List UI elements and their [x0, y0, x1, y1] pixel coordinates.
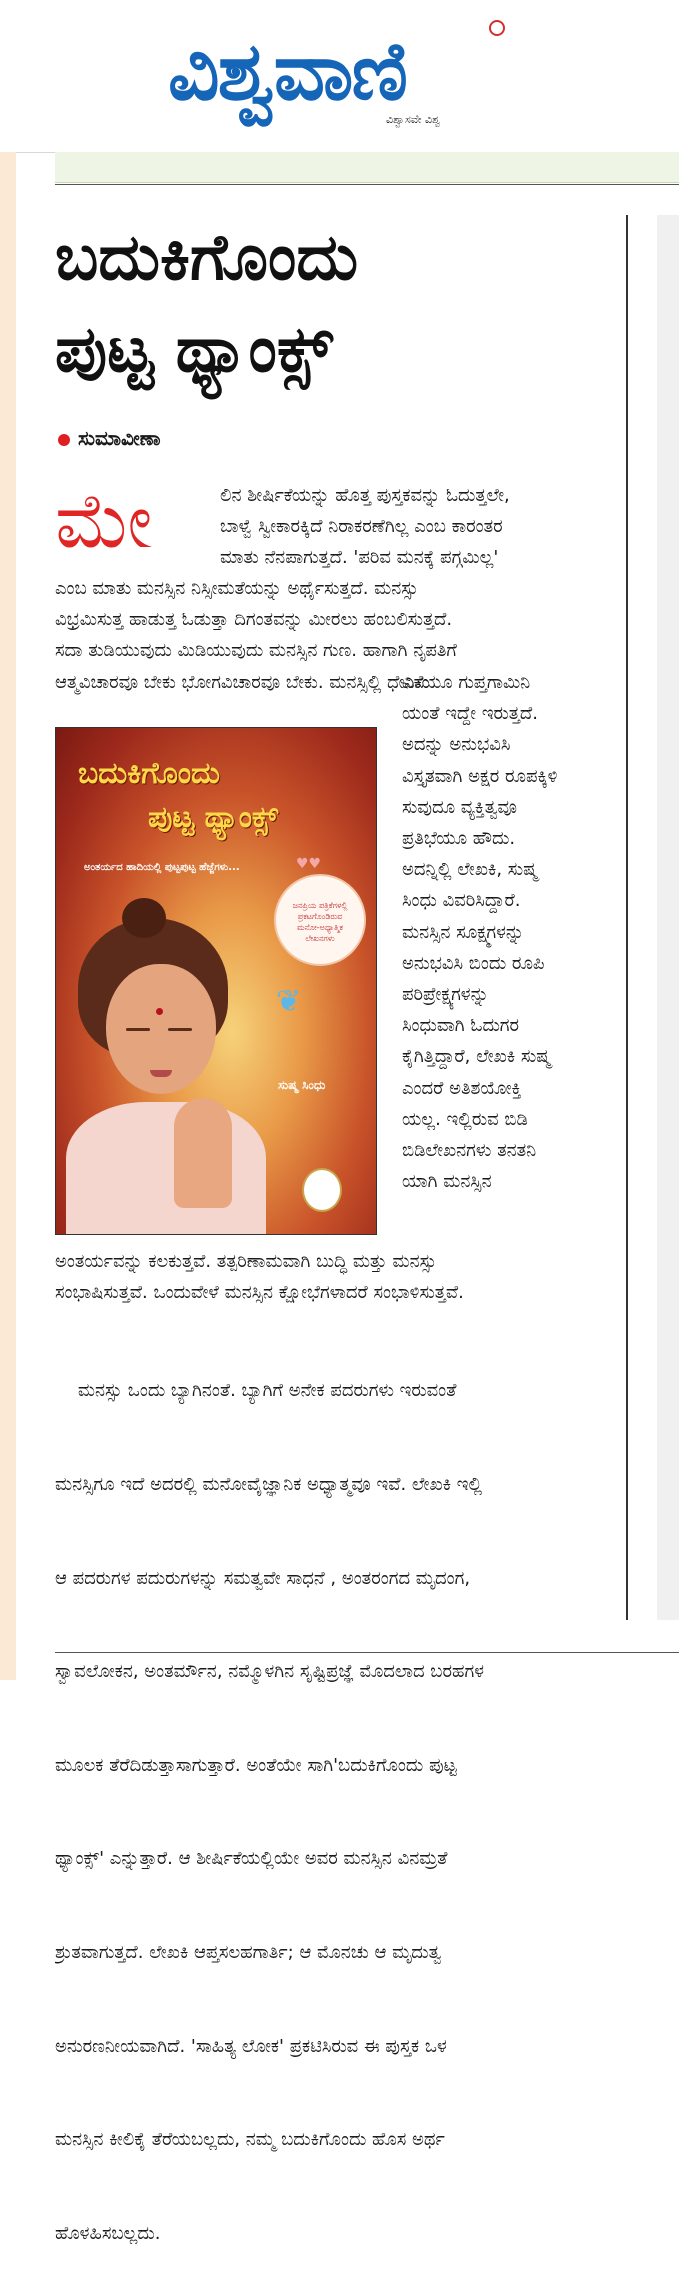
- cover-title-line-1: ಬದುಕಿಗೊಂದು: [78, 756, 221, 791]
- child-hair-bun: [122, 898, 166, 938]
- left-margin-strip: [0, 152, 16, 1680]
- cover-title: [78, 752, 368, 840]
- cover-badge: [274, 874, 366, 966]
- text-line: ವಿಭ್ರಮಿಸುತ್ತ ಹಾಡುತ್ತ ಓಡುತ್ತಾ ದಿಗಂತವನ್ನು ಮೀರಲು ಹಂಬಲಿಸುತ್ತದೆ.: [55, 609, 453, 631]
- child-eye-right: [168, 1028, 192, 1031]
- paragraph-2: [55, 1246, 625, 1308]
- text-line: ಸುವುದೂ ವ್ಯಕ್ತಿತ್ವವೂ: [402, 796, 517, 818]
- child-body: [66, 1102, 266, 1235]
- text-line: ಕೈಗಿತ್ತಿದ್ದಾರೆ, ಲೇಖಕಿ ಸುಷ್ಮ: [402, 1046, 551, 1068]
- cover-subtitle: ಅಂತರ್ಯದ ಹಾದಿಯಲ್ಲಿ ಪುಟ್ಟಪುಟ್ಟ ಹೆಜ್ಜೆಗಳು...: [84, 862, 240, 873]
- paragraph-wrap-column: [402, 667, 617, 1197]
- text-line: ಸದಾ ತುಡಿಯುವುದು ಮಿಡಿಯುವುದು ಮನಸ್ಸಿನ ಗುಣ. ಹಾಗಾಗಿ ನೃಪತಿಗೆ: [55, 640, 457, 662]
- text-line: ಎಂದರೆ ಅತಿಶಯೋಕ್ತಿ: [402, 1077, 522, 1099]
- child-mouth: [150, 1070, 172, 1077]
- badge-line: ಪ್ರಕಟಗೊಂಡಿರುವ: [297, 912, 343, 921]
- badge-line: ಜನಪ್ರಿಯ ಪತ್ರಿಕೆಗಳಲ್ಲಿ: [292, 901, 348, 910]
- newspaper-logo: ವಿಶ್ವವಾಣಿ: [168, 25, 406, 118]
- headline: [55, 212, 615, 396]
- text-line: ಆತ್ಮವಿಚಾರವೂ ಬೇಕು ಭೋಗವಿಚಾರವೂ ಬೇಕು. ಮನಸ್ಸಿಲ್ಲಿ ಧೇನಿಸು: [55, 671, 430, 693]
- child-eye-left: [126, 1028, 150, 1031]
- text-line: ಅಂತರ್ಯವನ್ನು ಕಲಕುತ್ತವೆ. ತತ್ಪರಿಣಾಮವಾಗಿ ಬುದ್ಧಿ ಮತ್ತು ಮನಸ್ಸು: [55, 1251, 437, 1272]
- text-line: ಆ ಪದರುಗಳ ಪದುರುಗಳನ್ನು ಸಮತ್ವವೇ ಸಾಧನೆ , ಅಂತರಂಗದ ಮೃದಂಗ,: [55, 1567, 471, 1589]
- bottom-divider: [55, 1652, 679, 1653]
- logo-dot-icon: [489, 20, 505, 36]
- byline: ಸುಮಾವೀಣಾ: [78, 426, 161, 450]
- text-line: ಅನುರಣನೀಯವಾಗಿದೆ. 'ಸಾಹಿತ್ಯ ಲೋಕ' ಪ್ರಕಟಿಸಿರುವ ಈ ಪುಸ್ತಕ ಒಳ: [55, 2035, 447, 2057]
- text-line: ಸ್ವಾವಲೋಕನ, ಅಂತರ್ಮೌನ, ನಮ್ಮೊಳಗಿನ ಸೃಷ್ಟಿಪ್ರಜ್ಞೆ ಮೊದಲಾದ ಬರಹಗಳ: [55, 1661, 484, 1683]
- text-line: ಅದನ್ನು ಅನುಭವಿಸಿ: [402, 734, 511, 756]
- text-line: ಸಂಭಾಷಿಸುತ್ತವೆ. ಒಂದುವೇಳೆ ಮನಸ್ಸಿನ ಕ್ಷೋಭೆಗಳಾದರೆ ಸಂಭಾಳಿಸುತ್ತವೆ.: [55, 1282, 464, 1304]
- text-line: ಹೊಳಹಿಸಬಲ್ಲದು.: [55, 2222, 161, 2244]
- paragraph-1: [220, 480, 615, 574]
- text-line: ಅನುಭವಿಸಿ ಬಿಂದು ರೂಪಿ: [402, 952, 545, 974]
- drop-cap: ಮೇ: [55, 476, 153, 565]
- footprints-icon: ♥♥: [296, 856, 322, 872]
- praying-hands: [174, 1098, 232, 1208]
- text-line: ಮನಸ್ಸಿನ ಕೀಲಿಕೈ ತೆರೆಯಬಲ್ಲದು, ನಮ್ಮ ಬದುಕಿಗೊಂದು ಹೊಸ ಅರ್ಥ: [55, 2129, 445, 2151]
- masthead: [0, 0, 679, 153]
- badge-line: ಲೇಖನಗಳು: [305, 934, 335, 943]
- text-line: ಪ್ರತಿಭೆಯೂ ಹೌದು.: [402, 828, 516, 850]
- text-line: ಸಿಂಧುವಾಗಿ ಓದುಗರ: [402, 1015, 520, 1037]
- publisher-logo-icon: [302, 1168, 342, 1212]
- headline-line-1: ಬದುಕಿಗೊಂದು: [55, 221, 359, 295]
- text-line: ಎಂಬ ಮಾತು ಮನಸ್ಸಿನ ನಿಸ್ಸೀಮತೆಯನ್ನು ಅರ್ಥೈಸುತ್ತದೆ. ಮನಸ್ಸು: [55, 578, 419, 599]
- text-line: ಅದನ್ನಿಲ್ಲಿ ಲೇಖಕಿ, ಸುಷ್ಮ: [402, 859, 538, 881]
- text-line: ವಿಸ್ತೃತವಾಗಿ ಅಕ್ಷರ ರೂಪಕ್ಕಿಳಿ: [402, 765, 558, 787]
- top-divider: [55, 184, 679, 185]
- butterfly-icon: ❦: [276, 984, 302, 1019]
- text-line: ಮೂಲಕ ತೆರೆದಿಡುತ್ತಾಸಾಗುತ್ತಾರೆ. ಅಂತೆಯೇ ಸಾಗಿ'ಬದುಕಿಗೊಂದು ಪುಟ್ಟ: [55, 1754, 457, 1776]
- text-line: ವಿಕೆಯೂ ಗುಪ್ತಗಾಮಿನಿ: [402, 672, 531, 693]
- text-line: ಸಿಂಧು ವಿವರಿಸಿದ್ದಾರೆ.: [402, 890, 521, 912]
- text-line: ಬಾಳ್ವೆ ಸ್ವೀಕಾರಕ್ಕಿದೆ ನಿರಾಕರಣೆಗಿಲ್ಲ ಎಂಬ ಕಾರಂತರ: [220, 516, 503, 538]
- text-line: ಶ್ರುತವಾಗುತ್ತದೆ. ಲೇಖಕಿ ಆಪ್ತಸಲಹಗಾರ್ತಿ; ಆ ಮೊನಚು ಆ ಮೃದುತ್ವ: [55, 1942, 442, 1964]
- headline-line-2: ಪುಟ್ಟ ಥ್ಯಾಂಕ್ಸ್: [55, 313, 333, 387]
- text-line: ಯಲ್ಲ. ಇಲ್ಲಿರುವ ಬಿಡಿ: [402, 1108, 528, 1130]
- masthead-tagline: ವಿಶ್ವಾಸವೇ ವಿಶ್ವ: [386, 113, 441, 126]
- text-line: ಥ್ಯಾಂಕ್ಸ್' ಎನ್ನುತ್ತಾರೆ. ಆ ಶೀರ್ಷಿಕೆಯಲ್ಲಿಯೇ ಅವರ ಮನಸ್ಸಿನ ವಿನಮ್ರತೆ: [55, 1848, 448, 1870]
- byline-bullet-icon: [58, 434, 70, 446]
- text-line: ಯಾಗಿ ಮನಸ್ಸಿನ: [402, 1171, 492, 1193]
- text-line: ಮನಸ್ಸಿನ ಸೂಕ್ಷ್ಮಗಳನ್ನು: [402, 921, 525, 943]
- previous-article-strip: [55, 152, 679, 183]
- text-line: ಬಿಡಿಲೇಖನಗಳು ತನತನಿ: [402, 1140, 537, 1162]
- text-line: ಪರಿಪ್ರೇಕ್ಷ್ಯಗಳನ್ನು: [402, 984, 489, 1006]
- text-line: ಮನಸ್ಸು ಒಂದು ಬ್ಯಾಗಿನಂತೆ. ಬ್ಯಾಗಿಗೆ ಅನೇಕ ಪದರುಗಳು ಇರುವಂತೆ: [55, 1380, 457, 1402]
- text-line: ಮನಸ್ಸಿಗೂ ಇದೆ ಅದರಲ್ಲಿ ಮನೋವೈಜ್ಞಾನಿಕ ಅಧ್ಯಾತ್ಮವೂ ಇವೆ. ಲೇಖಕಿ ಇಲ್ಲಿ: [55, 1474, 483, 1496]
- badge-line: ಮನೋ-ಅಧ್ಯಾತ್ಮಿಕ: [297, 923, 343, 932]
- column-divider: [626, 215, 628, 1620]
- paragraph-3: [55, 1313, 625, 2280]
- text-line: ಯಂತೆ ಇದ್ದೇ ಇರುತ್ತದೆ.: [402, 703, 538, 725]
- cover-title-line-2: ಪುಟ್ಟ ಥ್ಯಾಂಕ್ಸ್: [148, 800, 279, 835]
- cover-author: ಸುಷ್ಮ ಸಿಂಧು: [278, 1078, 326, 1092]
- bindi: [156, 1008, 163, 1015]
- book-cover-image: [55, 727, 377, 1235]
- text-line: ಮಾತು ನೆನಪಾಗುತ್ತದೆ. 'ಪರಿವ ಮನಕ್ಕೆ ಪಗ್ಗಮಿಲ್ಲ': [220, 547, 499, 569]
- adjacent-column: [657, 215, 679, 1620]
- text-line: ಲಿನ ಶೀರ್ಷಿಕೆಯನ್ನು ಹೊತ್ತ ಪುಸ್ತಕವನ್ನು ಓದುತ್ತಲೇ,: [220, 485, 510, 506]
